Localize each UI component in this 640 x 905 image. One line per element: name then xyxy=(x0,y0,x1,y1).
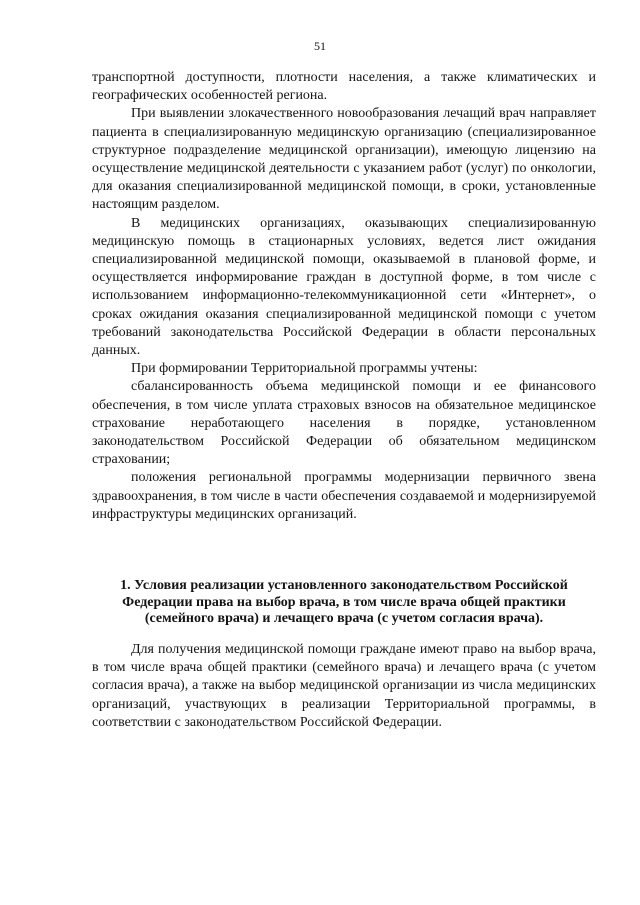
paragraph: положения региональной программы модернизации первичного звена здравоохранения, в том числе в части обеспечения создаваемой и модернизируемой инфраструктуры медицинских организаций. xyxy=(92,470,596,522)
paragraph: В медицинских организациях, оказывающих специализированную медицинскую помощь в стационарных условиях, ведется лист ожидания специализированной медицинской помощи, оказываемой в плановой форме, и осуществляется информирование граждан в доступной форме, в том числе с использованием информационно-телекоммуникационной сети «Интернет», о сроках ожидания оказания специализированной медицинской помощи с учетом требований законодательства Российской Федерации в области персональных данных. xyxy=(92,215,596,359)
paragraph: сбалансированность объема медицинской помощи и ее финансового обеспечения, в том числе уплата страховых взносов на обязательное медицинское страхование неработающего населения в порядке, установленном законодательством Российской Федерации об обязательном медицинском страховании; xyxy=(92,379,596,468)
page-number: 51 xyxy=(314,39,326,53)
paragraph: транспортной доступности, плотности населения, а также климатических и географических особенностей региона. xyxy=(92,70,596,104)
section-heading: 1. Условия реализации установленного законодательством Российской Федерации права на выбор врача, в том числе врача общей практики (семейного врача) и лечащего врача (с учетом согласия врача). xyxy=(120,578,568,626)
section-text xyxy=(92,641,596,732)
paragraph: Для получения медицинской помощи граждане имеют право на выбор врача, в том числе врача общей практики (семейного врача) и лечащего врача (с учетом согласия врача), а также на выбор медицинской организации из числа медицинских организаций, участвующих в реализации Территориальной программы, в соответствии с законодательством Российской Федерации. xyxy=(92,642,596,730)
body-text xyxy=(92,69,596,524)
paragraph: При выявлении злокачественного новообразования лечащий врач направляет пациента в специализированную медицинскую организацию (специализированное структурное подразделение медицинской организации), имеющую лицензию на осуществление медицинской деятельности с указанием работ (услуг) по онкологии, для оказания специализированной медицинской помощи, в сроки, установленные настоящим разделом. xyxy=(92,106,596,213)
paragraph: При формировании Территориальной программы учтены: xyxy=(131,361,478,377)
